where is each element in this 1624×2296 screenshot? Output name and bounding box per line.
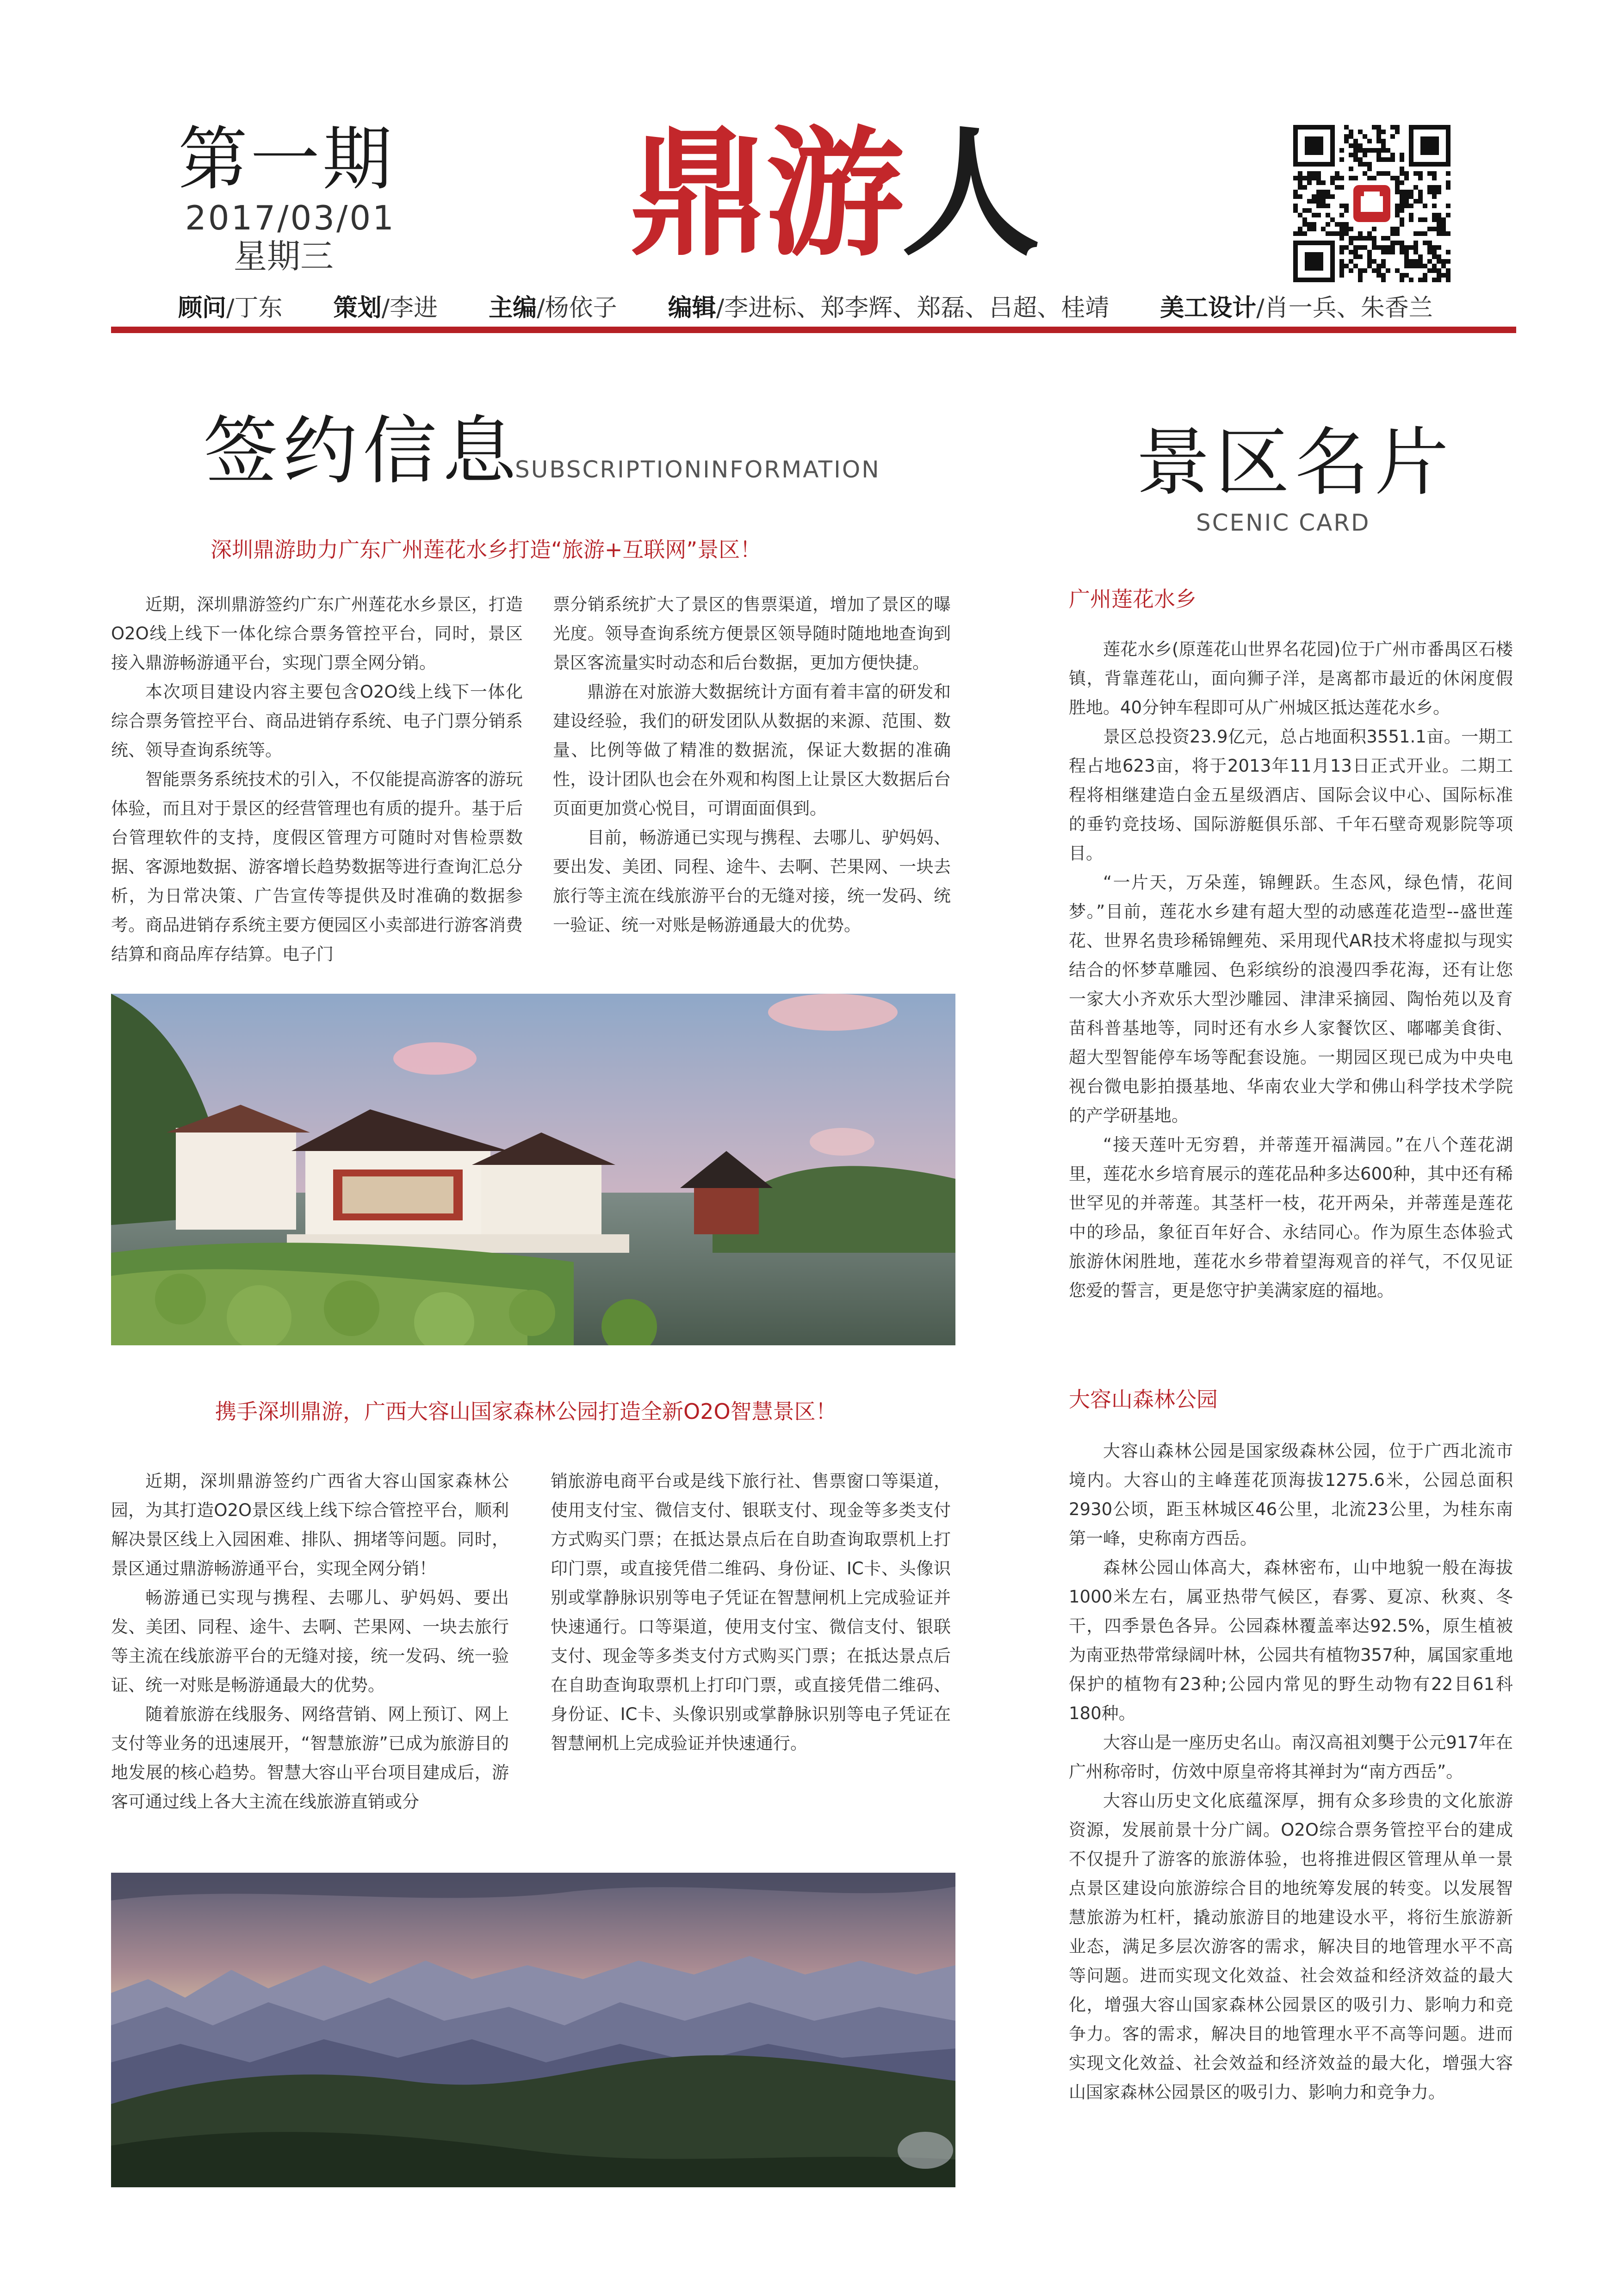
credit-names: 丁东 xyxy=(234,294,283,322)
credit-role: 顾问 xyxy=(178,294,227,322)
credit-role: 编辑 xyxy=(668,294,716,322)
qr-code-icon xyxy=(1293,125,1450,282)
issue-weekday: 星期三 xyxy=(234,237,334,276)
lotus-pavilion-photo xyxy=(111,994,955,1345)
credit-names: 肖一兵、朱香兰 xyxy=(1264,294,1433,322)
paragraph: 票分销系统扩大了景区的售票渠道，增加了景区的曝光度。领导查询系统方便景区领导随时随地地查询到景区客流量实时动态和后台数据，更加方便快捷。 xyxy=(553,594,951,673)
brand-logo-dark: 人 xyxy=(901,113,1037,275)
paragraph: 森林公园山体高大，森林密布，山中地貌一般在海拔1000米左右，属亚热带气候区，春雾、夏凉、秋爽、冬干，四季景色各异。公园森林覆盖率达92.5%，原生植被为南亚热带常绿阔叶林，公园共有植物357种，属国家重地保护的植物有23种;公园内常见的野生动物有22目61科180种。 xyxy=(1069,1558,1513,1723)
issue-date: 2017/03/01 xyxy=(185,198,396,237)
section-subtitle-subscription: SUBSCRIPTIONINFORMATION xyxy=(515,456,880,483)
article-lotus-column-2 xyxy=(553,590,951,940)
paragraph: “一片天，万朵莲，锦鲤跃。生态风，绿色情，花间梦。”目前，莲花水乡建有超大型的动感莲花造型--盛世莲花、世界名贵珍稀锦鲤苑、采用现代AR技术将虚拟与现实结合的怀梦草雕园、色彩缤纷的浪漫四季花海，还有让您一家大小齐欢乐大型沙雕园、津津采摘园、陶怡苑以及育苗科普基地等，同时还有水乡人家餐饮区、嘟嘟美食街、超大型智能停车场等配套设施。一期园区现已成为中央电视台微电影拍摄基地、华南农业大学和佛山科学技术学院的产学研基地。 xyxy=(1069,873,1513,1126)
mountain-sunrise-photo xyxy=(111,1873,955,2187)
paragraph: 畅游通已实现与携程、去哪儿、驴妈妈、要出发、美团、同程、途牛、去啊、芒果网、一块去旅行等主流在线旅游平台的无缝对接，统一发码、统一验证、统一对账是畅游通最大的优势。 xyxy=(111,1588,509,1695)
credit-names: 李进 xyxy=(390,294,438,322)
paragraph: 鼎游在对旅游大数据统计方面有着丰富的研发和建设经验，我们的研发团队从数据的来源、范围、数量、比例等做了精准的数据流，保证大数据的准确性，设计团队也会在外观和构图上让景区大数据后台页面更加赏心悦目，可谓面面俱到。 xyxy=(553,682,951,818)
paragraph: 随着旅游在线服务、网络营销、网上预订、网上支付等业务的迅速展开，“智慧旅游”已成为旅游目的地发展的核心趋势。智慧大容山平台项目建成后，游客可通过线上各大主流在线旅游直销或分 xyxy=(111,1704,509,1812)
paragraph: 莲花水乡(原莲花山世界名花园)位于广州市番禺区石楼镇，背靠莲花山，面向狮子洋，是离都市最近的休闲度假胜地。40分钟车程即可从广州城区抵达莲花水乡。 xyxy=(1069,639,1513,718)
paragraph: 近期，深圳鼎游签约广西省大容山国家森林公园，为其打造O2O景区线上线下综合管控平台，顺利解决景区线上入园困难、排队、拥堵等问题。同时，景区通过鼎游畅游通平台，实现全网分销！ xyxy=(111,1471,509,1578)
credit-names: 杨依子 xyxy=(545,294,617,322)
section-subtitle-scenic: SCENIC CARD xyxy=(1196,509,1370,536)
article-lotus-column-1 xyxy=(111,590,523,969)
scenic-card-name-darongshan: 大容山森林公园 xyxy=(1069,1387,1218,1412)
paragraph: 销旅游电商平台或是线下旅行社、售票窗口等渠道，使用支付宝、微信支付、银联支付、现金等多类支付方式购买门票；在抵达景点后在自助查询取票机上打印门票，或直接凭借二维码、身份证、IC卡、头像识别或掌静脉识别等电子凭证在智慧闸机上完成验证并快速通行。口等渠道，使用支付宝、微信支付、银联支付、现金等多类支付方式购买门票；在抵达景点后在自助查询取票机上打印门票，或直接凭借二维码、身份证、IC卡、头像识别或掌静脉识别等电子凭证在智慧闸机上完成验证并快速通行。 xyxy=(551,1471,951,1753)
article-darongshan-column-1 xyxy=(111,1467,509,1816)
article-headline-lotus: 深圳鼎游助力广东广州莲花水乡打造“旅游+互联网”景区！ xyxy=(211,537,762,562)
credit-role: 主编 xyxy=(489,294,537,322)
paragraph: 大容山历史文化底蕴深厚，拥有众多珍贵的文化旅游资源，发展前景十分广阔。O2O综合票务管控平台的建成不仅提升了游客的旅游体验，也将推进假区管理从单一景点景区建设向旅游综合目的地统筹发展的转变。以发展智慧旅游为杠杆，撬动旅游目的地建设水平，将衍生旅游新业态，满足多层次游客的需求，解决目的地管理水平不高等问题。进而实现文化效益、社会效益和经济效益的最大化，增强大容山国家森林公园景区的吸引力、影响力和竞争力。客的需求，解决目的地管理水平不高等问题。进而实现文化效益、社会效益和经济效益的最大化，增强大容山国家森林公园景区的吸引力、影响力和竞争力。 xyxy=(1069,1791,1513,2102)
credit-role: 策划 xyxy=(333,294,382,322)
paragraph: 大容山森林公园是国家级森林公园，位于广西北流市境内。大容山的主峰莲花顶海拔1275.6米，公园总面积2930公顷，距玉林城区46公里，北流23公里，为桂东南第一峰，史称南方西岳。 xyxy=(1069,1441,1513,1548)
brand-logo-red: 鼎游 xyxy=(629,113,901,275)
paragraph: 近期，深圳鼎游签约广东广州莲花水乡景区，打造O2O线上线下一体化综合票务管控平台，同时，景区接入鼎游畅游通平台，实现门票全网分销。 xyxy=(111,594,523,673)
scenic-card-lotus-text xyxy=(1069,635,1513,1305)
paragraph: 目前，畅游通已实现与携程、去哪儿、驴妈妈、要出发、美团、同程、途牛、去啊、芒果网、一块去旅行等主流在线旅游平台的无缝对接，统一发码、统一验证、统一对账是畅游通最大的优势。 xyxy=(553,828,951,935)
paragraph: 本次项目建设内容主要包含O2O线上线下一体化综合票务管控平台、商品进销存系统、电子门票分销系统、领导查询系统等。 xyxy=(111,682,523,760)
credit-names: 李进标、郑李辉、郑磊、吕超、桂靖 xyxy=(724,294,1110,322)
paragraph: 大容山是一座历史名山。南汉高祖刘龑于公元917年在广州称帝时，仿效中原皇帝将其禅封为“南方西岳”。 xyxy=(1069,1733,1513,1782)
paragraph: 景区总投资23.9亿元，总占地面积3551.1亩。一期工程占地623亩，将于2013年11月13日正式开业。二期工程将相继建造白金五星级酒店、国际会议中心、国际标准的垂钓竞技场、国际游艇俱乐部、千年石壁奇观影院等项目。 xyxy=(1069,727,1513,863)
credits-line: 顾问/丁东 策划/李进 主编/杨依子 编辑/李进标、郑李辉、郑磊、吕超、桂靖 美工设计/肖一兵、朱香兰 xyxy=(178,294,1433,322)
article-darongshan-column-2 xyxy=(551,1467,951,1758)
scenic-card-darongshan-text xyxy=(1069,1436,1513,2107)
brand-logo xyxy=(629,113,1037,278)
issue-number: 第一期 xyxy=(178,119,395,200)
paragraph: “接天莲叶无穷碧，并蒂莲开福满园。”在八个莲花湖里，莲花水乡培育展示的莲花品种多达600种，其中还有稀世罕见的并蒂莲。其茎杆一枝，花开两朵，并蒂莲是莲花中的珍品，象征百年好合、永结同心。作为原生态体验式旅游休闲胜地，莲花水乡带着望海观音的祥气，不仅见证您爱的誓言，更是您守护美满家庭的福地。 xyxy=(1069,1135,1513,1300)
credit-role: 美工设计 xyxy=(1160,294,1257,322)
scenic-card-name-lotus: 广州莲花水乡 xyxy=(1069,587,1196,612)
article-headline-darongshan: 携手深圳鼎游，广西大容山国家森林公园打造全新O2O智慧景区！ xyxy=(215,1399,837,1424)
paragraph: 智能票务系统技术的引入，不仅能提高游客的游玩体验，而且对于景区的经营管理也有质的提升。基于后台管理软件的支持，度假区管理方可随时对售检票数据、客源地数据、游客增长趋势数据等进行查询汇总分析，为日常决策、广告宣传等提供及时准确的数据参考。商品进销存系统主要方便园区小卖部进行游客消费结算和商品库存结算。电子门 xyxy=(111,769,523,964)
section-title-subscription: 签约信息 xyxy=(204,408,522,494)
header-divider xyxy=(111,327,1516,333)
section-title-scenic: 景区名片 xyxy=(1136,419,1455,506)
